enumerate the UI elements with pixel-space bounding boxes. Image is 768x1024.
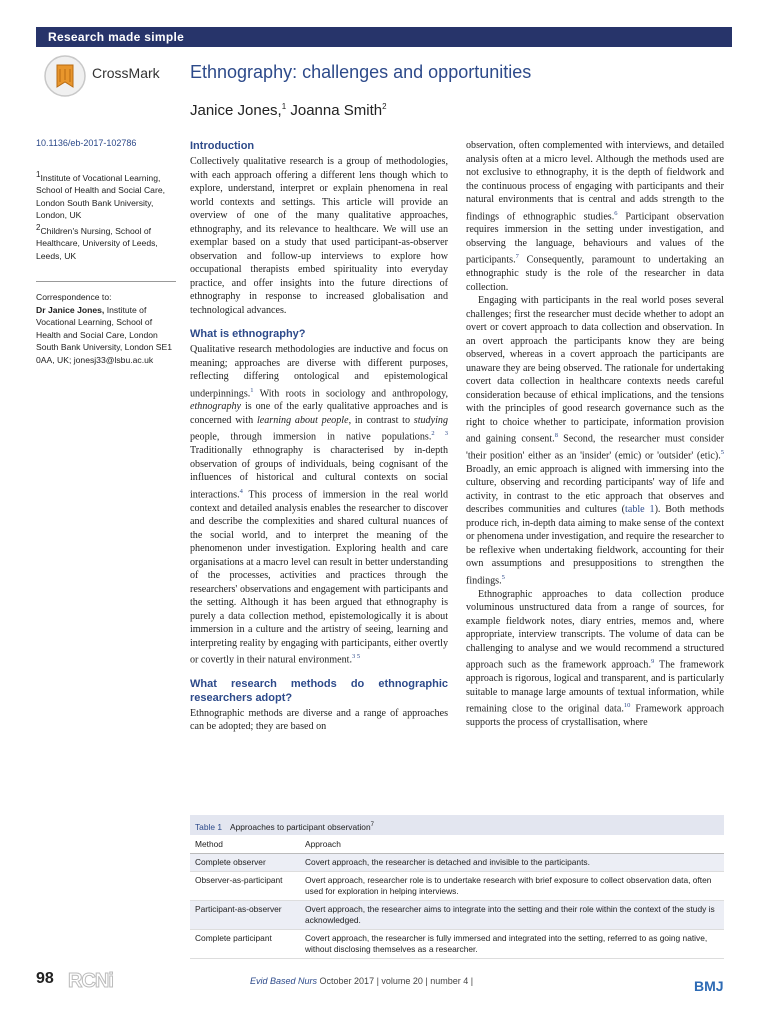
paragraph-what-is-ethnography	[190, 343, 448, 667]
text-run: Engaging with participants in the real world poses several challenges; first the researcher must decide whether to adopt an overt or covert approach to data collection and observation. In an overt approach the participants know they are being observed, whereas in a covert approach the participants are unaware they are being observed. The rationale for undertaking covert data collection in healthcare contexts needs careful consideration because of ethical implications, and the tensions with the principles of good research governance such as the right to choice whether to participate, information provision and gaining consent.	[466, 295, 724, 445]
correspondence-label: Correspondence to:	[36, 292, 112, 302]
table-cell-method: Observer-as-participant	[190, 872, 300, 901]
crossmark-label: CrossMark	[92, 65, 160, 81]
heading-introduction: Introduction	[190, 140, 255, 152]
journal-issue: October 2017 | volume 20 | number 4 |	[317, 976, 474, 986]
citation[interactable]: 2 3	[431, 430, 449, 438]
table-label: Table 1	[195, 821, 223, 832]
text-run: Qualitative research methodologies are inductive and focus on meaning; approaches are diverse with different purposes, reflecting differing ontological and epistemological underpinnings.	[190, 344, 448, 399]
page-number: 98	[36, 970, 54, 987]
text-run: , in contrast to	[348, 414, 414, 426]
table-header-row	[190, 835, 724, 854]
text-run: Broadly, an emic approach is aligned with immersing into the culture, observing and recording participants' way of life and activity, in contrast to the etic approach that observes and describes communities and cultures (	[466, 463, 724, 516]
author-2-sup: 2	[382, 102, 387, 111]
citation[interactable]: 4	[239, 487, 243, 495]
table-header-approach: Approach	[300, 835, 724, 854]
journal-info	[250, 976, 473, 986]
author-2: Joanna Smith	[286, 102, 383, 119]
affiliation-1-sup: 1	[36, 170, 41, 179]
author-1: Janice Jones,	[190, 102, 282, 119]
table-row	[190, 854, 724, 872]
affiliation-1	[36, 169, 176, 222]
table-header-method: Method	[190, 835, 300, 854]
author-1-sup: 1	[281, 102, 287, 111]
citation[interactable]: 1	[250, 386, 254, 394]
heading-research-methods: What research methods do ethnographic researchers adopt?	[190, 677, 448, 704]
table-cell-approach: Covert approach, the researcher is detached and invisible to the participants.	[300, 854, 724, 872]
correspondence-text: Institute of Vocational Learning, School of Health and Social Care, London South Bank University, London SE1 0AA, UK; jonesj33@lsbu.ac.uk	[36, 304, 172, 365]
table-row	[190, 872, 724, 901]
text-run: observation, often complemented with interviews, and detailed analysis often at a micro level. Although the methods used are not exclusive to ethnography, it is the depth of fieldwork and the continuous process of engaging with participants and their natural environments that is central and adds strength to the findings of ethnographic studies.	[466, 140, 724, 222]
table-cell-approach: Overt approach, researcher role is to undertake research with brief exposure to collect observation data, often used for exploration in helping interviews.	[300, 872, 724, 901]
body-column-1	[190, 139, 448, 734]
text-run: This process of immersion in the real world context and detailed analysis enables the researcher to discover and describe the complexities and shared cultural nuances of the social world, and to interpret the meaning of the phenomenon under investigation. Exploring health and care organisations at a macro level can result in better understanding of the processes, activities and practices through the researchers' observations and engagement with participants and the setting. Although it has been argued that ethnography is purely a data collection method, epistemologically it is about immersion in a culture and the artistry of seeing, learning and interpreting reality by engaging with participants, either overtly or covertly in their natural environment.	[190, 489, 448, 666]
text-emphasis: studying	[413, 414, 448, 426]
text-run: Consequently, paramount to undertaking an ethnographic study is the role of the researcher in data collection.	[466, 254, 724, 293]
citation[interactable]: 3 5	[352, 653, 361, 661]
doi-link[interactable]: 10.1136/eb-2017-102786	[36, 138, 137, 148]
table-cell-method: Complete participant	[190, 930, 300, 959]
table-caption-text: Approaches to participant observation	[230, 821, 371, 832]
affiliation-2	[36, 222, 176, 262]
text-run: ). Both methods produce rich, in-depth data aiming to make sense of the context or phenomena under investigation, and require the researcher to be reflexive when undertaking fieldwork, accounting for their own assumptions and presuppositions to strengthen the findings.	[466, 504, 724, 587]
text-run: Participant observation requires immersion in the setting under investigation, and observing the language, behaviours and values of the participants.	[466, 210, 724, 266]
table-cell-method: Participant-as-observer	[190, 901, 300, 930]
article-title: Ethnography: challenges and opportunities	[190, 62, 532, 82]
journal-name: Evid Based Nurs	[250, 976, 318, 986]
author-list	[190, 102, 387, 119]
divider	[36, 281, 176, 282]
text-run: Traditionally ethnography is characterised by in-depth observation of groups of individuals, being cognisant of the influences of historical and cultural contexts on social interactions.	[190, 445, 448, 501]
section-banner: Research made simple	[36, 27, 732, 47]
text-run: Ethnographic approaches to data collection produce voluminous unstructured data from a range of sources, for example fieldwork notes, diary entries, memos and, where appropriate, interview transcripts. The volume of data can be challenging to analyse and we would recommend a structured approach such as the framework approach.	[466, 588, 724, 671]
citation[interactable]: 8	[554, 432, 558, 440]
affiliation-1-text: Institute of Vocational Learning, School of Health and Social Care, London South Bank University, London, UK	[36, 172, 165, 221]
text-run: The framework approach is rigorous, logical and transparent, and is particularly suitable to manage large amounts of textual information, while remaining close to the original data.	[466, 659, 725, 715]
table-row	[190, 930, 724, 959]
table-cell-method: Complete observer	[190, 854, 300, 872]
citation[interactable]: 5	[720, 449, 724, 457]
rcni-logo: RCNi	[68, 970, 113, 992]
text-run: people, through immersion in native populations.	[190, 431, 432, 443]
citation[interactable]: 10	[623, 702, 631, 710]
table-1	[190, 815, 724, 959]
citation[interactable]: 5	[501, 573, 505, 581]
crossmark-badge[interactable]	[44, 55, 184, 99]
citation[interactable]: 6	[614, 209, 618, 217]
body-column-2	[466, 139, 724, 730]
citation[interactable]: 7	[515, 253, 519, 261]
correspondence	[36, 291, 176, 366]
table-caption	[190, 815, 724, 835]
paragraph-data-collection	[466, 588, 724, 730]
table-grid	[190, 835, 724, 959]
paragraph-introduction: Collectively qualitative research is a group of methodologies, with each approach offering a different lens though which to explore, understand, interpret or explain phenomena in real world contexts and settings. This article will provide an overview of one of the many qualitative approaches, ethnography, and its relevance to healthcare. We will use an exemplar based on a study that used participant-as-observer observation and follow-up interviews to explore how occupational therapists embed spirituality into everyday practice, and offer insights into the future directions of ethnography in response to increased globalisation and technological advances.	[190, 156, 448, 316]
correspondence-name: Dr Janice Jones,	[36, 304, 105, 315]
crossmark-icon	[44, 55, 86, 97]
citation[interactable]: 9	[650, 658, 655, 666]
affiliation-2-text: Children's Nursing, School of Healthcare, University of Leeds, Leeds, UK	[36, 225, 158, 261]
affiliations	[36, 169, 176, 262]
table-caption-sup[interactable]: 7	[370, 822, 374, 828]
text-run: Framework approach supports the process of crystallisation, where	[466, 703, 724, 729]
table-row	[190, 901, 724, 930]
heading-what-is-ethnography: What is ethnography?	[190, 328, 306, 340]
bmj-logo: BMJ	[694, 978, 724, 994]
table-cell-approach: Overt approach, the researcher aims to integrate into the setting and their role within the context of the study is acknowledged.	[300, 901, 724, 930]
paragraph-research-methods: Ethnographic methods are diverse and a range of approaches can be adopted; they are based on	[190, 707, 448, 733]
text-emphasis: ethnography	[190, 401, 242, 413]
text-emphasis: learning about people	[256, 414, 349, 426]
paragraph-observation	[466, 139, 724, 294]
text-run: With roots in sociology and anthropology,	[253, 387, 448, 399]
affiliation-2-sup: 2	[36, 222, 41, 232]
text-run: Second, the researcher must consider 'their position' either as an 'insider' (emic) or 'outsider' (etic).	[466, 433, 724, 462]
text-run: is one of the early qualitative approaches and is concerned with	[190, 401, 448, 426]
table-link[interactable]: table 1	[625, 504, 655, 516]
paragraph-challenges	[466, 294, 724, 588]
table-cell-approach: Covert approach, the researcher is fully immersed and integrated into the setting, referred to as going native, without disclosing themselves as a researcher.	[300, 930, 724, 959]
